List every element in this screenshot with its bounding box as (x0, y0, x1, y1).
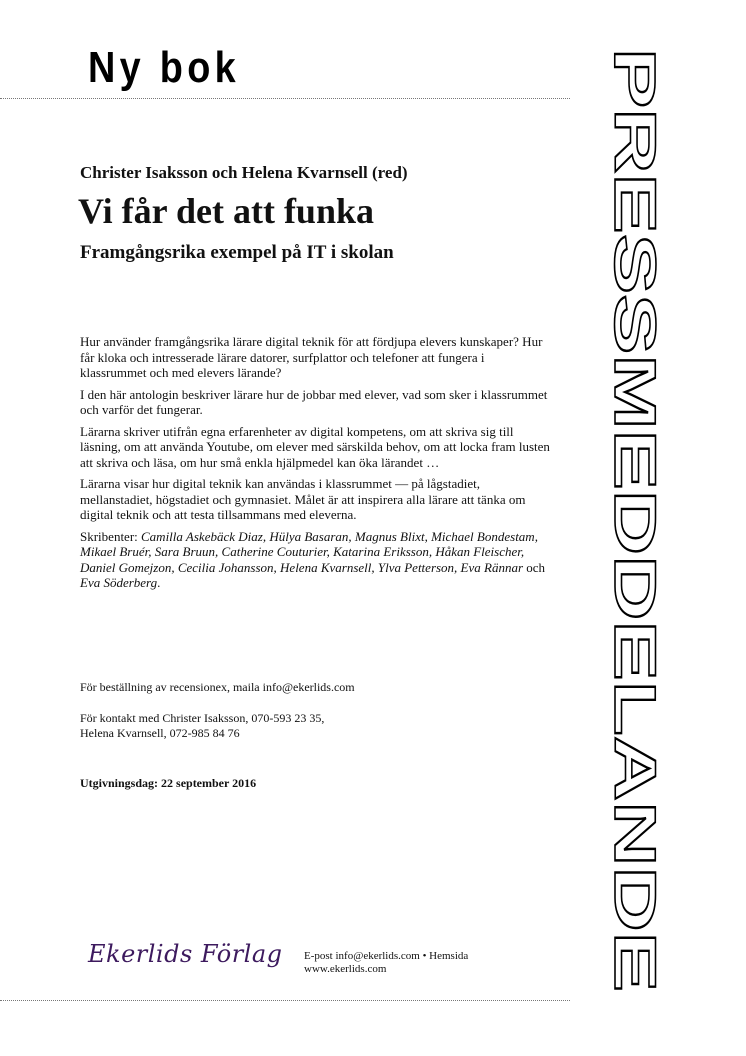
book-title: Vi får det att funka (78, 191, 374, 231)
writers-last: Eva Söderberg (80, 575, 158, 590)
contact-line-1: För kontakt med Christer Isaksson, 070-593 23 35, (80, 711, 325, 725)
writers-end: . (157, 575, 161, 590)
press-body (80, 334, 550, 597)
contact-line-2: Helena Kvarnsell, 072-985 84 76 (80, 726, 240, 740)
contact-info (80, 711, 324, 741)
top-divider (0, 98, 570, 99)
footer-line-1: E-post info@ekerlids.com • Hemsida (304, 950, 469, 962)
writers-and: och (526, 559, 546, 575)
writers-paragraph (80, 529, 550, 591)
body-paragraph: Lärarna visar hur digital teknik kan användas i klassrummet — på lågstadiet, mellanstadiet, högstadiet och gymnasiet. Målet är att inspirera alla lärare att tänka om digital teknik och att testa tillsammans med eleverna. (80, 476, 526, 522)
body-paragraph: Lärarna skriver utifrån egna erfarenheter av digital kompetens, om att skriva sig till läsning, om att använda Youtube, om elever med särskilda behov, om att locka fram lusten att skriva och läsa, om hur små enkla hjälpmedel kan öka lärandet … (80, 423, 550, 470)
page-heading: Ny bok (88, 43, 240, 92)
writers-label: Skribenter: (80, 528, 138, 544)
writers-list: Camilla Askebäck Diaz, Hülya Basaran, Magnus Blixt, Michael Bondestam, Mikael Bruér, Sara Bruun, Catherine Couturier, Katarina Eriksson, Håkan Fleischer, Daniel Gomejzon, Cecilia Johansson, Helena Kvarnsell, Ylva Petterson, Eva Rännar (80, 528, 538, 575)
bottom-divider (0, 1000, 570, 1001)
order-info: För beställning av recensionex, maila info@ekerlids.com (80, 680, 355, 694)
release-date: Utgivningsdag: 22 september 2016 (80, 776, 257, 790)
footer-line-2: www.ekerlids.com (304, 963, 387, 975)
book-authors: Christer Isaksson och Helena Kvarnsell (red) (80, 163, 408, 182)
footer-contact (304, 950, 468, 976)
side-label-press-release (577, 48, 697, 992)
body-paragraph: I den här antologin beskriver lärare hur de jobbar med elever, vad som sker i klassrummet och varför det fungerar. (80, 386, 548, 417)
publisher-logo: Ekerlids Förlag (88, 940, 283, 968)
body-paragraph: Hur använder framgångsrika lärare digital teknik för att fördjupa elevers kunskaper? Hur får kloka och intresserade lärare datorer, surfplattor och telefoner att fungera i klassrummet och med elevers lärande? (80, 334, 543, 380)
side-label-text: PRESSMEDDELANDE (602, 48, 667, 654)
book-subtitle: Framgångsrika exempel på IT i skolan (80, 242, 394, 263)
